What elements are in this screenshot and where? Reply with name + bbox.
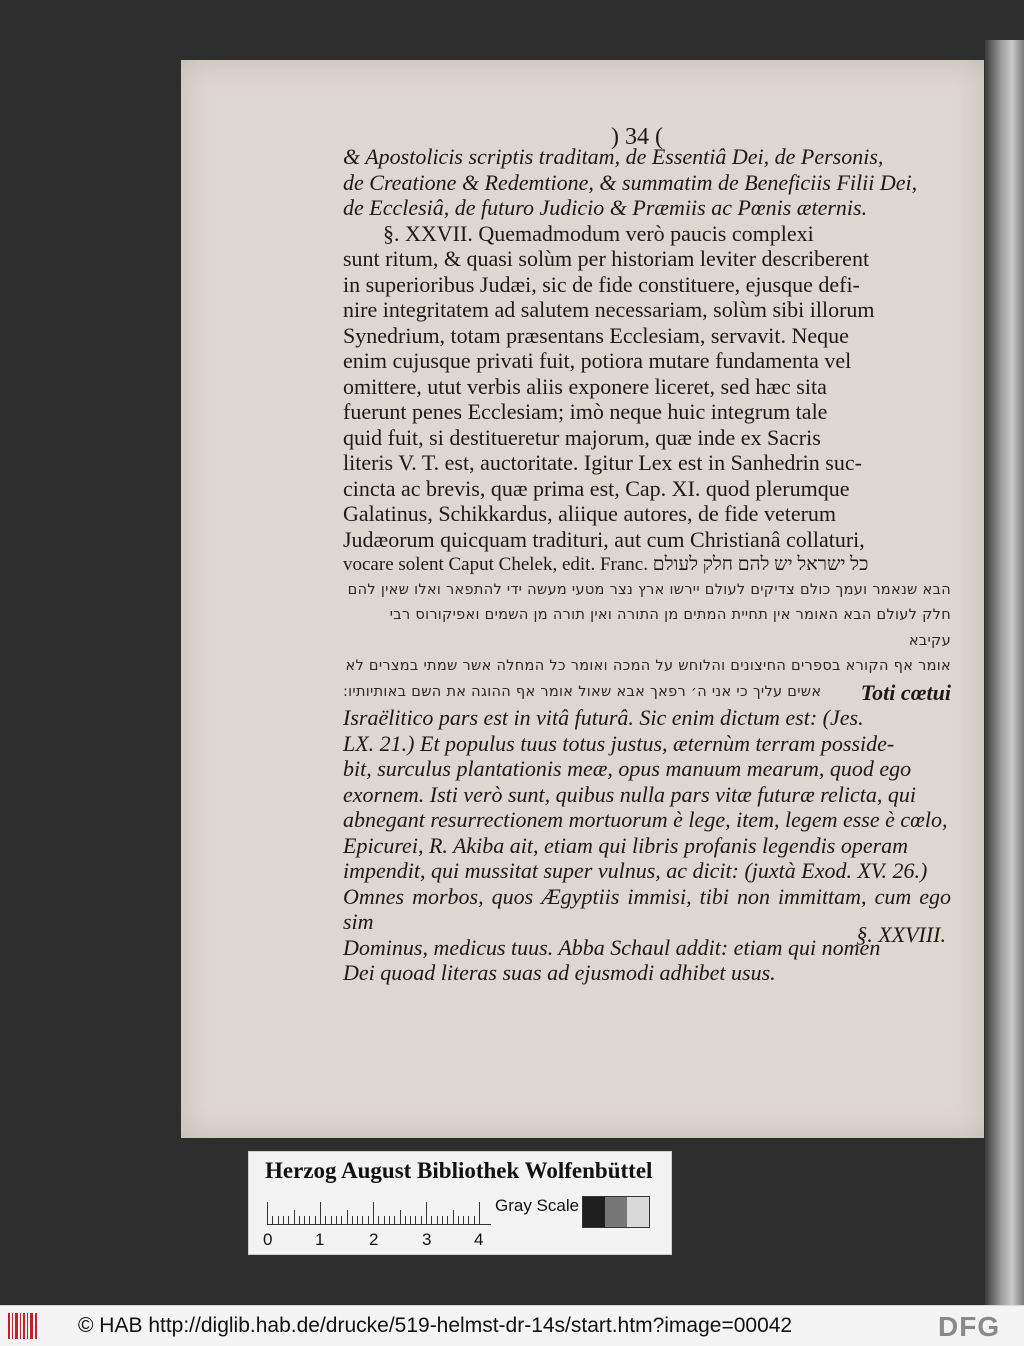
scale-number: 0	[263, 1230, 273, 1249]
barcode-stripe	[27, 1313, 28, 1339]
ruler-tick	[447, 1216, 448, 1224]
text-line: de Creatione & Redemtione, & summatim de Beneficiis Filii Dei,	[343, 169, 918, 195]
ruler-tick	[299, 1216, 300, 1224]
ruler-tick	[378, 1216, 379, 1224]
text-line: LX. 21.) Et populus tuus totus justus, æternùm terram posside-	[343, 730, 895, 756]
barcode-stripe	[8, 1313, 10, 1339]
ruler-tick	[373, 1202, 374, 1224]
text-line: omittere, utut verbis aliis exponere liceret, sed hæc sita	[343, 373, 827, 399]
ruler-tick	[479, 1202, 480, 1224]
hebrew-line: חלק לעולם הבא האומר אין תחיית המתים מן התורה ואין תורה מן השמים ואפיקורוס רבי עקיבא	[389, 607, 951, 649]
ruler-tick	[341, 1216, 342, 1224]
scale-number: 1	[315, 1230, 325, 1249]
ruler-tick	[405, 1216, 406, 1224]
page-text	[343, 144, 951, 986]
text-line: cincta ac brevis, quæ prima est, Cap. XI. quod plerumque	[343, 475, 850, 501]
ruler-tick	[384, 1216, 385, 1224]
hebrew-line: הבא שנאמר ועמך כולם צדיקים לעולם יירשו ארץ נצר מטעי מעשה ידי להתפאר ואלו שאין להם	[347, 581, 951, 598]
text-line: sunt ritum, & quasi solùm per historiam leviter describerent	[343, 246, 870, 271]
ruler-tick	[394, 1216, 395, 1224]
ruler-tick	[426, 1202, 427, 1224]
ruler-tick	[272, 1216, 273, 1224]
ruler-tick	[415, 1216, 416, 1224]
ruler-tick	[347, 1210, 348, 1224]
text-line: Dei quoad literas suas ad ejusmodi adhibet usus.	[343, 960, 776, 985]
ruler-tick	[453, 1210, 454, 1224]
ruler-tick	[458, 1216, 459, 1224]
mixed-line	[343, 680, 951, 706]
ruler-tick	[362, 1216, 363, 1224]
ruler-tick	[304, 1216, 305, 1224]
gray-swatch-light	[627, 1197, 649, 1227]
barcode-stripe	[12, 1313, 13, 1339]
text-line: vocare solent Caput Chelek, edit. Franc. כל ישראל יש להם חלק לעולם	[343, 554, 869, 575]
library-label	[248, 1151, 672, 1255]
ruler-tick	[468, 1216, 469, 1224]
text-line: abnegant resurrectionem mortuorum è lege, item, legem esse è cœlo,	[343, 807, 948, 832]
gray-scale-label: Gray Scale	[495, 1196, 580, 1215]
ruler-tick	[267, 1202, 268, 1224]
text-line: Epicurei, R. Akiba ait, etiam qui libris profanis legendis operam	[343, 832, 909, 858]
text-line: Galatinus, Schikkardus, aliique autores, de fide veterum	[343, 501, 837, 526]
ruler-tick	[336, 1216, 337, 1224]
hab-logo-icon	[8, 1313, 46, 1339]
ruler-tick	[357, 1216, 358, 1224]
hebrew-segment: אשים עליך כי אני ה׳ רפאך אבא שאול אומר אף ההוגה את השם באותיותיו:	[343, 683, 822, 700]
text-line: in superioribus Judæi, sic de fide constituere, ejusque defi-	[343, 271, 860, 297]
gray-scale-bar	[582, 1196, 650, 1228]
ruler-tick	[352, 1216, 353, 1224]
gray-swatch-mid	[605, 1197, 627, 1227]
scale-number: 4	[474, 1230, 484, 1249]
text-line: Judæorum quicquam tradituri, aut cum Christianâ collaturi,	[343, 526, 865, 552]
text-line: Synedrium, totam præsentans Ecclesiam, servavit. Neque	[343, 322, 849, 348]
barcode-stripe	[20, 1313, 21, 1339]
ruler-tick	[421, 1216, 422, 1224]
barcode-stripe	[30, 1313, 33, 1339]
ruler-tick	[294, 1210, 295, 1224]
ruler-tick	[315, 1216, 316, 1224]
text-line: enim cujusque privati fuit, potiora mutare fundamenta vel	[343, 348, 852, 373]
ruler-tick	[325, 1216, 326, 1224]
text-line: §. XXVII. Quemadmodum verò paucis complexi	[383, 220, 814, 246]
ruler-tick	[368, 1216, 369, 1224]
ruler-tick	[283, 1216, 284, 1224]
footer-url[interactable]: © HAB http://diglib.hab.de/drucke/519-helmst-dr-14s/start.htm?image=00042	[78, 1314, 793, 1337]
catchword: §. XXVIII.	[856, 922, 946, 947]
ruler-tick	[389, 1216, 390, 1224]
library-name: Herzog August Bibliothek Wolfenbüttel	[265, 1158, 653, 1183]
ruler-tick	[474, 1216, 475, 1224]
ruler-tick	[400, 1210, 401, 1224]
text-line: de Ecclesiâ, de futuro Judicio & Præmiis ac Pœnis æternis.	[343, 195, 868, 220]
text-line: Israëlitico pars est in vitâ futurâ. Sic enim dictum est: (Jes.	[343, 705, 864, 730]
text-line: Omnes morbos, quos Ægyptiis immisi, tibi non immittam, cum ego sim	[343, 883, 951, 934]
ruler-tick	[442, 1216, 443, 1224]
ruler-tick	[463, 1216, 464, 1224]
footer-bar	[0, 1305, 1024, 1346]
scale-number: 3	[422, 1230, 432, 1249]
text-line: nire integritatem ad salutem necessariam, solùm sibi illorum	[343, 297, 875, 322]
hebrew-line: אומר אף הקורא בספרים החיצונים והלוחש על המכה ואומר כל המחלה אשר שמתי במצרים לא	[345, 658, 951, 674]
ruler-tick	[309, 1216, 310, 1224]
ruler-tick	[320, 1202, 321, 1224]
latin-segment: Toti cœtui	[860, 679, 951, 705]
text-line: quid fuit, si destitueretur majorum, quæ inde ex Sacris	[343, 424, 821, 450]
book-edge	[985, 40, 1024, 1305]
measurement-ruler	[267, 1198, 491, 1225]
text-line: & Apostolicis scriptis traditam, de Essentiâ Dei, de Personis,	[343, 144, 884, 169]
ruler-tick	[278, 1216, 279, 1224]
gray-swatch-dark	[583, 1197, 605, 1227]
text-line: impendit, qui mussitat super vulnus, ac dicit: (juxtà Exod. XV. 26.)	[343, 858, 928, 883]
scale-number: 2	[369, 1230, 379, 1249]
text-line: Dominus, medicus tuus. Abba Schaul addit: etiam qui nomen	[343, 934, 881, 960]
ruler-tick	[431, 1216, 432, 1224]
page-number: ) 34 (	[611, 124, 663, 150]
text-line: bit, surculus plantationis meæ, opus manuum mearum, quod ego	[343, 756, 912, 781]
dfg-logo: DFG	[938, 1311, 1001, 1342]
text-line: fuerunt penes Ecclesiam; imò neque huic integrum tale	[343, 399, 828, 424]
ruler-tick	[288, 1216, 289, 1224]
text-line: literis V. T. est, auctoritate. Igitur Lex est in Sanhedrin suc-	[343, 450, 862, 475]
document-page	[181, 60, 984, 1138]
ruler-tick	[410, 1216, 411, 1224]
ruler-tick	[331, 1216, 332, 1224]
text-line: exornem. Isti verò sunt, quibus nulla pars vitæ futuræ relicta, qui	[343, 781, 916, 807]
barcode-stripe	[35, 1313, 37, 1339]
barcode-stripe	[15, 1313, 18, 1339]
ruler-tick	[437, 1216, 438, 1224]
barcode-stripe	[23, 1313, 25, 1339]
